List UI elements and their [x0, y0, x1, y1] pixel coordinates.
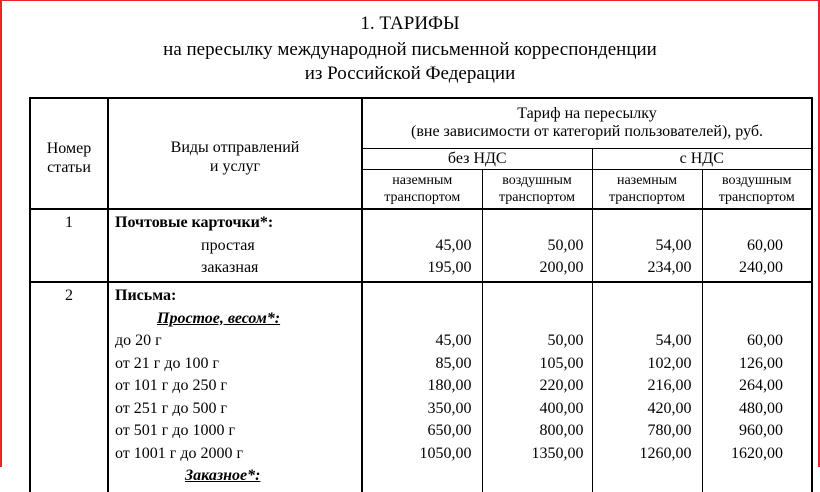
value — [593, 212, 702, 235]
values-air-no-vat — [482, 282, 592, 492]
value: 195,00 — [427, 259, 472, 276]
header-tariff-line1: Тариф на пересылку — [517, 105, 657, 122]
line-text: от 1001 г до 2000 г — [115, 444, 244, 462]
value: 126,00 — [739, 354, 783, 372]
line-text: от 101 г до 250 г — [115, 377, 228, 394]
header-ground-line2: транспортом — [384, 189, 461, 205]
header-ground-no-vat — [362, 169, 482, 209]
row-kind — [108, 209, 362, 282]
line-text: Письма: — [115, 287, 177, 304]
value — [703, 212, 812, 235]
row-kind — [108, 282, 362, 492]
value: 45,00 — [435, 236, 472, 254]
value: 960,00 — [739, 422, 783, 439]
header-kind-line2: и услуг — [209, 158, 261, 175]
values-air-no-vat — [482, 209, 592, 282]
value: 200,00 — [539, 259, 584, 276]
line-text: Заказное*: — [185, 467, 261, 484]
values-ground-no-vat — [362, 209, 482, 282]
table-row — [30, 282, 812, 492]
table-row — [30, 209, 812, 282]
header-tariff-line2: (вне зависимости от категорий пользователей), руб. — [411, 123, 763, 140]
value — [593, 285, 702, 308]
row-number: 2 — [30, 282, 108, 492]
header-kind-line1: Виды отправлений — [170, 139, 300, 156]
header-with-vat: с НДС — [592, 148, 812, 169]
header-air-line2: транспортом — [718, 189, 795, 205]
value: 780,00 — [647, 422, 692, 439]
header-air-line1: воздушным — [722, 172, 792, 188]
document-title: 1. ТАРИФЫ — [360, 13, 460, 34]
value: 420,00 — [647, 399, 692, 417]
line-text: Простое, весом*: — [157, 309, 281, 327]
value — [363, 285, 482, 308]
value: 1620,00 — [731, 444, 783, 462]
value — [483, 308, 592, 331]
header-air-line1: воздушным — [502, 172, 572, 188]
values-ground-vat — [592, 282, 702, 492]
value: 480,00 — [739, 399, 783, 417]
header-ground-vat — [592, 169, 702, 209]
header-without-vat: без НДС — [362, 148, 592, 169]
value: 50,00 — [547, 236, 584, 254]
value: 1260,00 — [639, 444, 692, 462]
value: 220,00 — [539, 377, 584, 394]
value: 240,00 — [739, 259, 783, 276]
header-air-no-vat — [482, 169, 592, 209]
value — [593, 308, 702, 331]
value: 54,00 — [655, 236, 692, 254]
value: 1350,00 — [531, 444, 584, 462]
value: 800,00 — [539, 422, 584, 439]
line-text: до 20 г — [115, 332, 162, 349]
value — [483, 212, 592, 235]
value: 234,00 — [647, 259, 692, 276]
values-ground-no-vat — [362, 282, 482, 492]
header-ground-line1: наземным — [392, 172, 453, 188]
line-text: Почтовые карточки*: — [115, 214, 274, 231]
header-ground-line1: наземным — [616, 172, 678, 188]
header-air-line2: транспортом — [498, 189, 576, 205]
value — [363, 212, 482, 235]
values-air-vat — [702, 209, 812, 282]
header-kind-cell — [108, 98, 362, 209]
values-air-vat — [702, 282, 812, 492]
header-number-line1: Номер — [46, 140, 92, 157]
header-number-cell — [30, 98, 108, 209]
value: 216,00 — [647, 377, 692, 394]
value: 60,00 — [747, 236, 783, 254]
value: 350,00 — [427, 399, 472, 417]
header-air-vat — [702, 169, 812, 209]
value: 180,00 — [427, 377, 472, 394]
value: 54,00 — [655, 332, 692, 349]
line-text: от 21 г до 100 г — [115, 354, 220, 372]
value: 264,00 — [739, 377, 783, 394]
value: 650,00 — [427, 422, 472, 439]
document-subtitle: на пересылку международной письменной корреспонденции — [163, 39, 657, 60]
value: 45,00 — [435, 332, 472, 349]
header-number-line2: статьи — [47, 159, 91, 176]
line-text: от 501 г до 1000 г — [115, 422, 236, 439]
value: 400,00 — [539, 399, 584, 417]
value — [483, 285, 592, 308]
line-text: от 251 г до 500 г — [115, 399, 228, 417]
line-text: простая — [201, 236, 255, 254]
document-subtitle-2: из Российской Федерации — [304, 63, 516, 84]
header-tariff-cell — [362, 98, 812, 148]
value: 105,00 — [539, 354, 584, 372]
value — [703, 285, 812, 308]
row-number: 1 — [30, 209, 108, 282]
values-ground-vat — [592, 209, 702, 282]
value: 102,00 — [647, 354, 692, 372]
value: 1050,00 — [419, 444, 472, 462]
value — [703, 308, 812, 331]
value: 60,00 — [747, 332, 783, 349]
tariff-table — [29, 97, 813, 492]
value: 50,00 — [547, 332, 584, 349]
value: 85,00 — [435, 354, 472, 372]
header-ground-line2: транспортом — [608, 189, 686, 205]
value — [363, 308, 482, 331]
line-text: заказная — [201, 259, 259, 276]
